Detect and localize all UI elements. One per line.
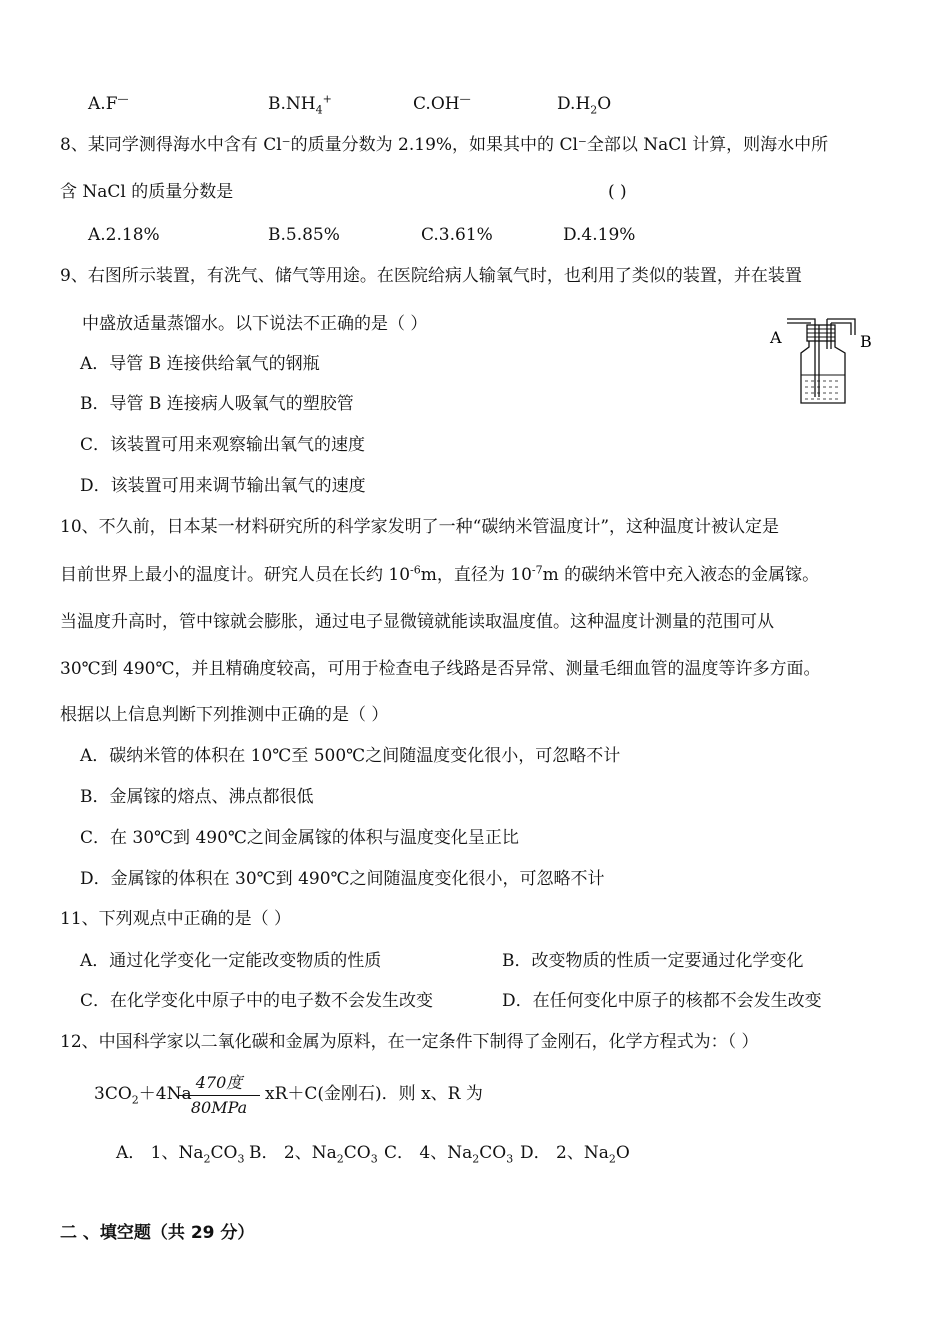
tube-label-b: B [860,332,872,351]
condition-pressure: 80MPa [190,1098,248,1117]
q11-option-b: B．改变物质的性质一定要通过化学变化 [502,951,804,971]
q8-answer-paren: ( ) [608,182,627,202]
q10-option-d: D．金属镓的体积在 30℃到 490℃之间随温度变化很小，可忽略不计 [80,869,605,889]
q9-stem-line2: 中盛放适量蒸馏水。以下说法不正确的是（ ） [82,314,428,334]
q11-stem: 11、下列观点中正确的是（ ） [60,909,292,929]
q12-option-d: D． 2、$Na_2O$ [520,1143,630,1166]
q9-stem-line1: 9、右图所示装置，有洗气、储气等用途。在医院给病人输氧气时，也利用了类似的装置，并在装置 [60,266,802,286]
q10-stem-line3: 当温度升高时，管中镓就会膨胀，通过电子显微镜就能读取温度值。这种温度计测量的范围可从 [60,612,774,632]
q12-stem: 12、中国科学家以二氧化碳和金属为原料，在一定条件下制得了金刚石，化学方程式为：（ ） [60,1032,759,1052]
q12-equation-right: xR＋C(金刚石)．则 x、R 为 [265,1084,483,1104]
gas-washing-bottle-figure [765,305,885,415]
q12-option-a: A． 1、$Na_2CO_3$ [116,1143,245,1166]
q7-option-d: $D.H_2O$ [557,94,612,117]
q8-option-b: B.5.85% [268,225,340,245]
q12-equation-left: $3CO_2+4Na$ [94,1084,192,1107]
q10-stem-line4: 30℃到 490℃，并且精确度较高，可用于检查电子线路是否异常、测量毛细血管的温度等许多方面。 [60,659,821,679]
q11-option-c: C．在化学变化中原子中的电子数不会发生改变 [80,991,434,1011]
q10-option-b: B．金属镓的熔点、沸点都很低 [80,787,314,807]
q10-stem-line1: 10、不久前，日本某一材料研究所的科学家发明了一种“碳纳米管温度计”，这种温度计被认定是 [60,517,780,537]
q8-option-a: A.2.18% [88,225,160,245]
condition-temperature: 470度 [195,1073,243,1092]
q8-stem-line1: 8、某同学测得海水中含有 Cl⁻的质量分数为 2.19%，如果其中的 Cl⁻全部以 NaCl 计算，则海水中所 [60,135,829,155]
reaction-arrow-line [178,1095,260,1096]
q10-stem-line5: 根据以上信息判断下列推测中正确的是（ ） [60,705,389,725]
q7-option-b: $B.NH_4^+$ [268,92,332,117]
q10-option-a: A．碳纳米管的体积在 10℃至 500℃之间随温度变化很小，可忽略不计 [80,746,621,766]
q10-stem-line2: 目前世界上最小的温度计。研究人员在长约 $10^{-6}m$，直径为 $10^{-7}m$ 的碳纳米管中充入液态的金属镓。 [60,563,820,585]
q9-option-c: C．该装置可用来观察输出氧气的速度 [80,435,366,455]
q9-option-a: A．导管 B 连接供给氧气的钢瓶 [80,354,320,374]
tube-label-a: A [770,328,782,347]
q9-option-d: D．该装置可用来调节输出氧气的速度 [80,476,366,496]
q12-option-c: C． 4、$Na_2CO_3$ [384,1143,514,1166]
q12-reaction-condition [178,1072,260,1119]
q8-option-d: D.4.19% [563,225,636,245]
q8-option-c: C.3.61% [421,225,493,245]
q11-option-d: D．在任何变化中原子的核都不会发生改变 [502,991,822,1011]
q12-option-b: B． 2、$Na_2CO_3$ [249,1143,378,1166]
q7-option-c: C.OH— [413,92,471,114]
q10-option-c: C．在 30℃到 490℃之间金属镓的体积与温度变化呈正比 [80,828,519,848]
q7-option-a: A.F— [88,92,129,114]
q8-stem-line2: 含 NaCl 的质量分数是 [60,182,234,202]
section-fill-in-title: 二 、填空题（共 29 分） [60,1223,255,1243]
q9-option-b: B．导管 B 连接病人吸氧气的塑胶管 [80,394,354,414]
q11-option-a: A．通过化学变化一定能改变物质的性质 [80,951,382,971]
